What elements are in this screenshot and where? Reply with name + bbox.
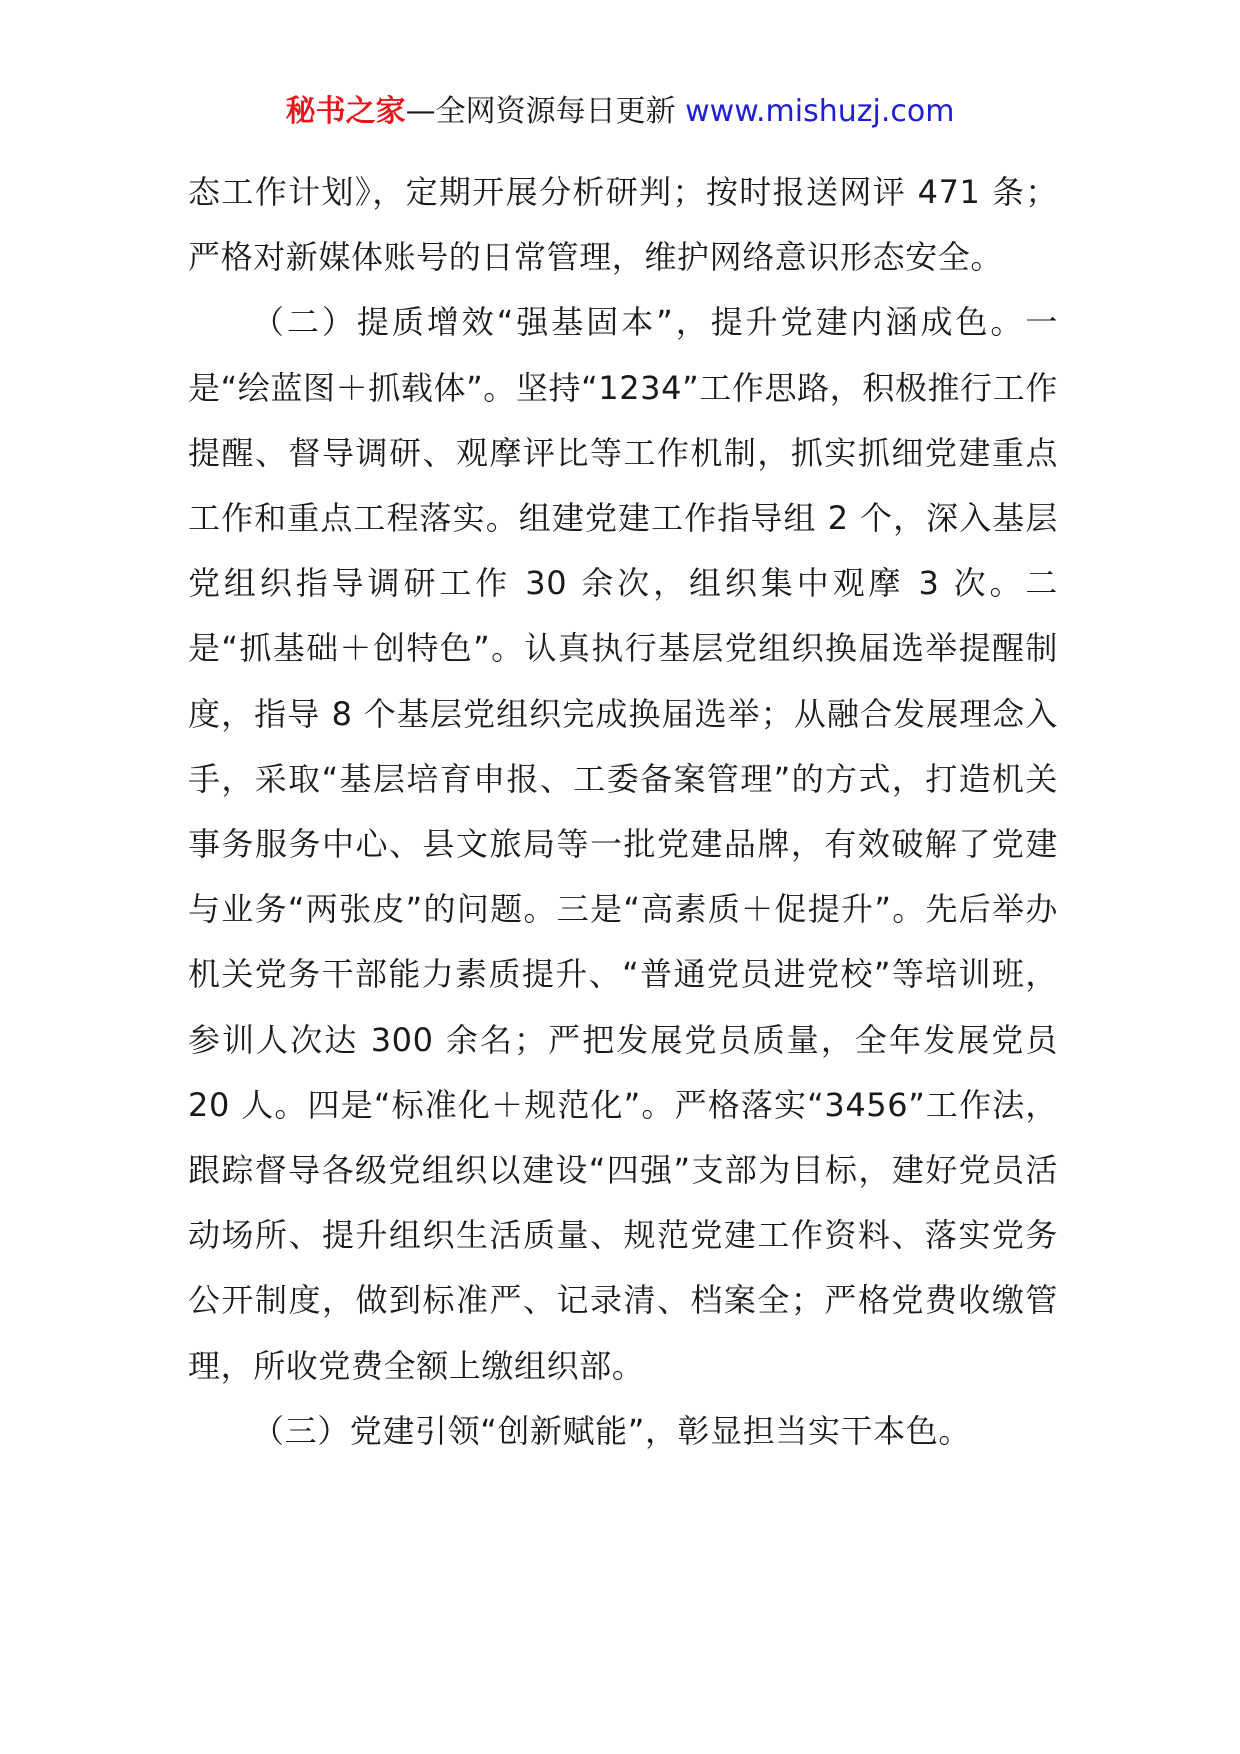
brand-name: 秘书之家 (285, 94, 406, 129)
page-header (0, 92, 1240, 132)
paragraph-section-three-heading: （三）党建引领“创新赋能”，彰显担当实干本色。 (252, 1411, 971, 1450)
paragraph-section-two: （二）提质增效“强基固本”，提升党建内涵成色。一是“绘蓝图＋抓载体”。坚持“1234”工作思路，积极推行工作提醒、督导调研、观摩评比等工作机制，抓实抓细党建重点工作和重点工程落实。组建党建工作指导组 2 个，深入基层党组织指导调研工作 30 余次，组织集中观摩 3 次。二是“抓基础＋创特色”。认真执行基层党组织换届选举提醒制度，指导 8 个基层党组织完成换届选举；从融合发展理念入手，采取“基层培育申报、工委备案管理”的方式，打造机关事务服务中心、县文旅局等一批党建品牌，有效破解了党建与业务“两张皮”的问题。三是“高素质＋促提升”。先后举办机关党务干部能力素质提升、“普通党员进党校”等培训班，参训人次达 300 余名；严把发展党员质量，全年发展党员 20 人。四是“标准化＋规范化”。严格落实“3456”工作法，跟踪督导各级党组织以建设“四强”支部为目标，建好党员活动场所、提升组织生活质量、规范党建工作资料、落实党务公开制度，做到标准严、记录清、档案全；严格党费收缴管理，所收党费全额上缴组织部。 (188, 303, 1058, 1385)
paragraph-continuation: 态工作计划》，定期开展分析研判；按时报送网评 471 条；严格对新媒体账号的日常管理，维护网络意识形态安全。 (188, 173, 1058, 277)
site-url-link[interactable]: www.mishuzj.com (685, 94, 955, 129)
document-body (188, 160, 1058, 1464)
header-slogan: —全网资源每日更新 (405, 94, 676, 129)
